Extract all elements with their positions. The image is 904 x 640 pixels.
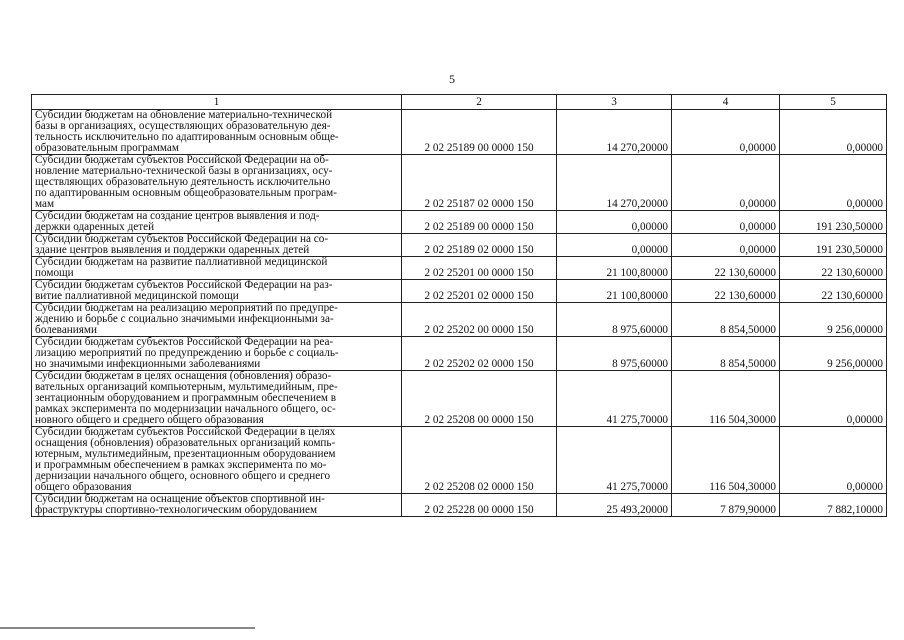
row-value-3: 25 493,20000 [557,494,672,517]
col-header-2: 2 [402,95,557,110]
table-row [32,280,887,303]
row-code: 2 02 25187 02 0000 150 [402,155,557,211]
table-row [32,371,887,427]
row-value-3: 21 100,80000 [557,280,672,303]
row-value-4: 8 854,50000 [672,337,780,371]
row-description: Субсидии бюджетам субъектов Российской Федерации на со- здание центров выявления и поддержки одаренных детей [32,234,402,257]
row-value-5: 22 130,60000 [780,280,887,303]
row-description: Субсидии бюджетам на создание центров выявления и под- держки одаренных детей [32,211,402,234]
row-value-5: 0,00000 [780,427,887,494]
row-value-4: 0,00000 [672,110,780,155]
table-row [32,337,887,371]
row-value-4: 8 854,50000 [672,303,780,337]
table-row [32,427,887,494]
row-description: Субсидии бюджетам субъектов Российской Федерации в целях оснащения (обновления) образовательных организаций компь- ютерным, мультимедийным, презентационным оборудованием и программным обеспечением в рамках эксперимента по мо- дернизации начального общего, основного общего и среднего общего образования [32,427,402,494]
row-code: 2 02 25228 00 0000 150 [402,494,557,517]
budget-table [31,94,887,517]
col-header-5: 5 [780,95,887,110]
row-value-3: 41 275,70000 [557,371,672,427]
table-row [32,155,887,211]
row-code: 2 02 25189 02 0000 150 [402,234,557,257]
page-number: 5 [449,72,455,86]
header-row [32,95,887,110]
row-value-3: 8 975,60000 [557,303,672,337]
row-value-3: 14 270,20000 [557,110,672,155]
table-row [32,234,887,257]
row-value-3: 0,00000 [557,234,672,257]
table-row [32,110,887,155]
row-description: Субсидии бюджетам на развитие паллиативной медицинской помощи [32,257,402,280]
row-code: 2 02 25202 00 0000 150 [402,303,557,337]
row-value-3: 41 275,70000 [557,427,672,494]
table-row [32,303,887,337]
row-code: 2 02 25208 00 0000 150 [402,371,557,427]
row-code: 2 02 25201 02 0000 150 [402,280,557,303]
row-value-5: 9 256,00000 [780,337,887,371]
row-code: 2 02 25189 00 0000 150 [402,211,557,234]
row-description: Субсидии бюджетам на реализацию мероприятий по предупре- ждению и борьбе с социально значимыми инфекционными за- болеваниями [32,303,402,337]
row-code: 2 02 25208 02 0000 150 [402,427,557,494]
table-row [32,257,887,280]
row-value-4: 116 504,30000 [672,371,780,427]
row-value-3: 21 100,80000 [557,257,672,280]
row-value-4: 116 504,30000 [672,427,780,494]
table-row [32,211,887,234]
row-value-4: 0,00000 [672,234,780,257]
col-header-1: 1 [32,95,402,110]
row-value-3: 8 975,60000 [557,337,672,371]
row-description: Субсидии бюджетам субъектов Российской Федерации на об- новление материально-технической базы в организациях, осу- ществляющих образовательную деятельность исключительно по адаптированным основным общеобразовательным програм- мам [32,155,402,211]
row-value-5: 191 230,50000 [780,234,887,257]
row-code: 2 02 25201 00 0000 150 [402,257,557,280]
row-value-3: 0,00000 [557,211,672,234]
row-description: Субсидии бюджетам субъектов Российской Федерации на раз- витие паллиативной медицинской помощи [32,280,402,303]
row-value-5: 191 230,50000 [780,211,887,234]
row-value-4: 22 130,60000 [672,280,780,303]
row-value-5: 22 130,60000 [780,257,887,280]
row-value-5: 0,00000 [780,110,887,155]
row-value-5: 0,00000 [780,371,887,427]
row-value-5: 0,00000 [780,155,887,211]
row-description: Субсидии бюджетам субъектов Российской Федерации на реа- лизацию мероприятий по предупреждению и борьбе с социаль- но значимыми инфекционными заболеваниями [32,337,402,371]
col-header-4: 4 [672,95,780,110]
col-header-3: 3 [557,95,672,110]
row-value-4: 22 130,60000 [672,257,780,280]
row-description: Субсидии бюджетам на обновление материально-технической базы в организациях, осуществляющих образовательную дея- тельность исключительно по адаптированным основным обще- образовательным программам [32,110,402,155]
scan-edge-line [0,627,255,629]
row-value-4: 0,00000 [672,211,780,234]
row-value-4: 0,00000 [672,155,780,211]
table-row [32,494,887,517]
row-value-5: 7 882,10000 [780,494,887,517]
row-description: Субсидии бюджетам на оснащение объектов спортивной ин- фраструктуры спортивно-технологическим оборудованием [32,494,402,517]
row-value-4: 7 879,90000 [672,494,780,517]
row-code: 2 02 25189 00 0000 150 [402,110,557,155]
row-code: 2 02 25202 02 0000 150 [402,337,557,371]
row-value-3: 14 270,20000 [557,155,672,211]
row-value-5: 9 256,00000 [780,303,887,337]
row-description: Субсидии бюджетам в целях оснащения (обновления) образо- вательных организаций компьютерным, мультимедийным, пре- зентационным оборудованием и программным обеспечением в рамках эксперимента по модернизации начального общего, ос- новного общего и среднего общего образования [32,371,402,427]
